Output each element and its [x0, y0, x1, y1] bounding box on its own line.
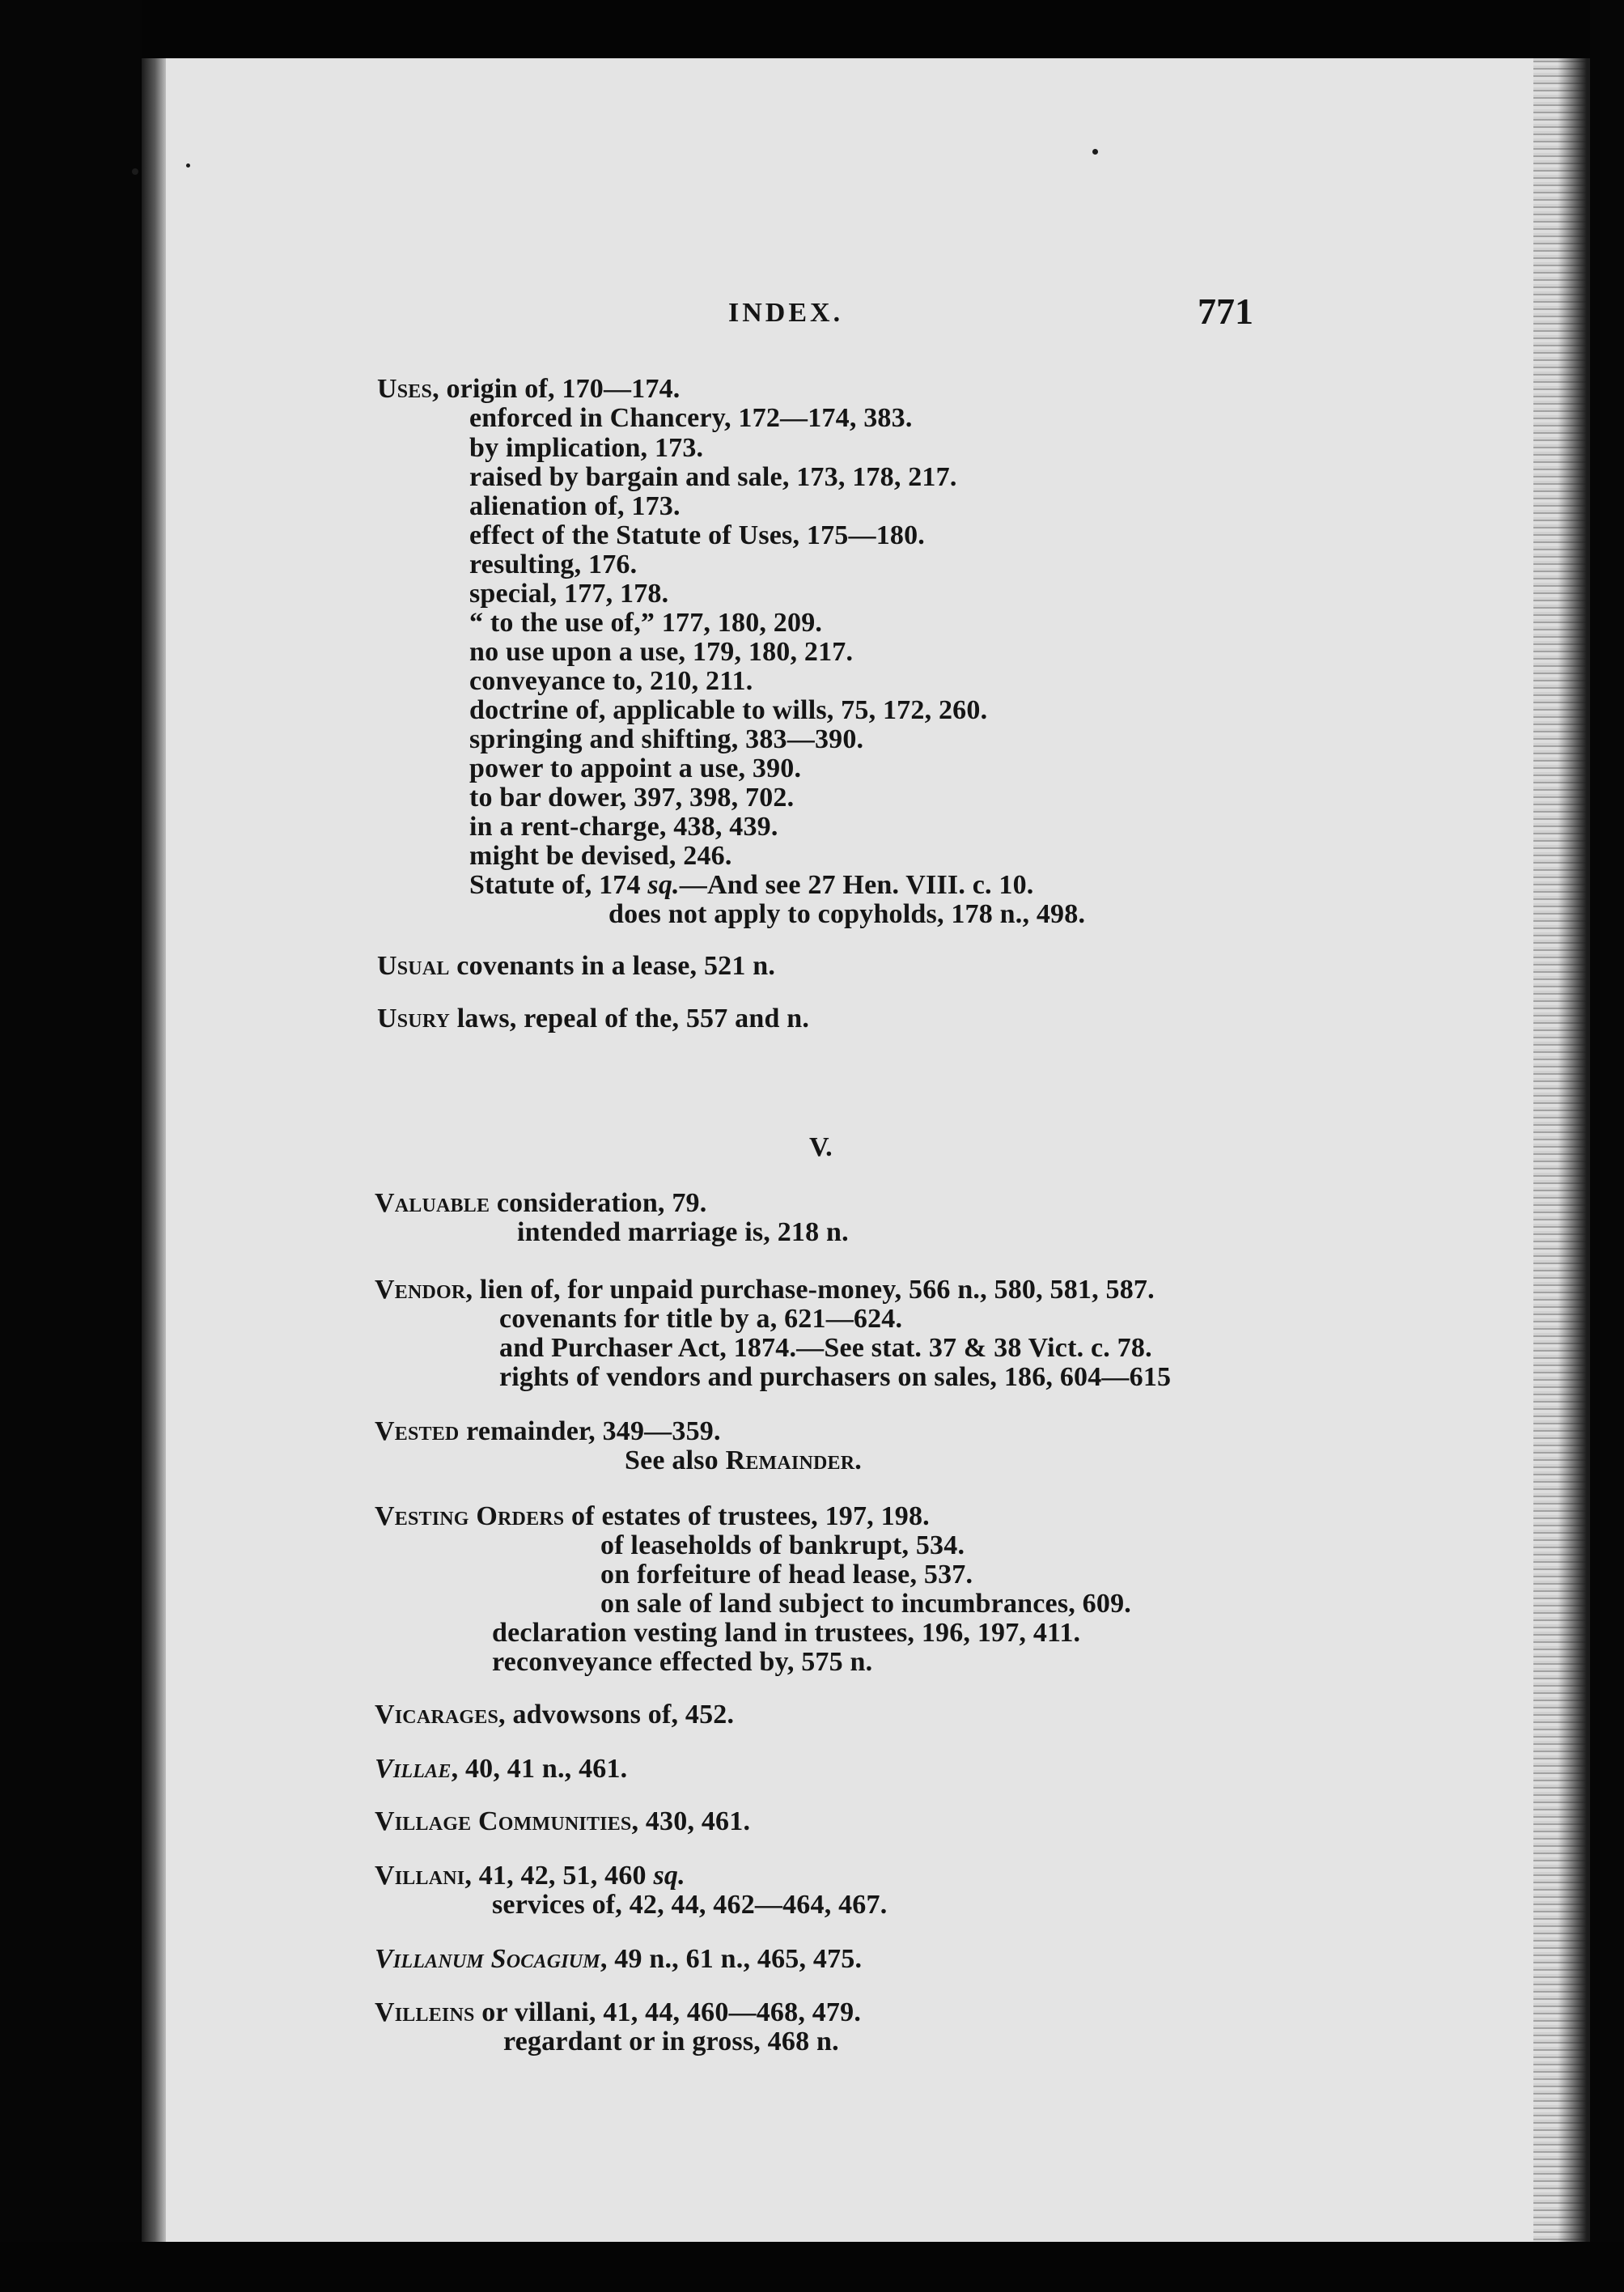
- headword: Villanum Socagium: [375, 1944, 600, 1974]
- subentry: and Purchaser Act, 1874.—See stat. 37 & 38 Vict. c. 78.: [499, 1333, 1152, 1363]
- entry-text: —And see 27 Hen. VIII. c. 10.: [679, 870, 1034, 900]
- headword: Villae: [375, 1754, 452, 1784]
- page-number: 771: [1198, 291, 1253, 332]
- subentry: regardant or in gross, 468 n.: [503, 2027, 839, 2056]
- entry-text-italic: sq.: [653, 1861, 685, 1891]
- headword: Vendor: [375, 1275, 466, 1305]
- index-entry-vendor: [375, 1275, 1155, 1305]
- subentry: services of, 42, 44, 462—464, 467.: [492, 1890, 888, 1920]
- headword: Villeins: [375, 1997, 475, 2027]
- subentry: does not apply to copyholds, 178 n., 498.: [608, 899, 1086, 929]
- scan-border-top: [0, 0, 1624, 58]
- entry-text: consideration, 79.: [490, 1188, 707, 1218]
- scan-border-bottom: [0, 2242, 1624, 2292]
- subentry: alienation of, 173.: [469, 491, 681, 521]
- scan-border-right: [1590, 0, 1624, 2292]
- index-entry-vested: [375, 1416, 721, 1447]
- subentry: on forfeiture of head lease, 537.: [600, 1560, 973, 1590]
- running-head-title: INDEX.: [728, 298, 844, 328]
- index-entry-villani: [375, 1861, 685, 1891]
- cross-reference: Remainder.: [725, 1445, 862, 1475]
- subentry: to bar dower, 397, 398, 702.: [469, 783, 795, 813]
- subentry: [625, 1445, 862, 1476]
- headword: Usual: [377, 951, 450, 981]
- subentry: no use upon a use, 179, 180, 217.: [469, 637, 854, 667]
- subentry: resulting, 176.: [469, 550, 638, 579]
- headword: Uses: [377, 374, 433, 404]
- subentry: intended marriage is, 218 n.: [517, 1217, 849, 1247]
- index-entry-vicarages: [375, 1700, 734, 1730]
- page-binding-left: [142, 58, 166, 2242]
- subentry: covenants for title by a, 621—624.: [499, 1304, 903, 1334]
- subentry: doctrine of, applicable to wills, 75, 172, 260.: [469, 695, 988, 725]
- scan-speck: [186, 163, 190, 168]
- entry-text: laws, repeal of the, 557 and n.: [450, 1004, 810, 1034]
- subentry: on sale of land subject to incumbrances, 609.: [600, 1589, 1131, 1619]
- entry-text: , 40, 41 n., 461.: [451, 1754, 628, 1784]
- book-page: [166, 58, 1590, 2242]
- headword: Village Communities: [375, 1806, 632, 1836]
- headword: Vicarages: [375, 1700, 499, 1730]
- entry-text: See also: [625, 1445, 726, 1475]
- headword: Villani: [375, 1861, 465, 1891]
- index-entry-valuable: [375, 1188, 706, 1219]
- page-edge-shadow: [1558, 58, 1590, 2242]
- entry-text: , 41, 42, 51, 460: [464, 1861, 654, 1891]
- index-entry-village-communities: [375, 1806, 750, 1837]
- index-entry-usual: [377, 951, 775, 982]
- headword: Vested: [375, 1416, 460, 1446]
- subentry: might be devised, 246.: [469, 841, 732, 871]
- index-entry-vesting-orders: [375, 1501, 930, 1532]
- subentry: power to appoint a use, 390.: [469, 753, 802, 783]
- index-entry-villae: [375, 1754, 627, 1785]
- subentry: in a rent-charge, 438, 439.: [469, 812, 778, 842]
- subentry: declaration vesting land in trustees, 196, 197, 411.: [492, 1618, 1081, 1648]
- entry-text: Statute of, 174: [469, 870, 648, 900]
- headword: Valuable: [375, 1188, 490, 1218]
- entry-text: , advowsons of, 452.: [498, 1700, 735, 1730]
- entry-text: , lien of, for unpaid purchase-money, 566 n., 580, 581, 587.: [465, 1275, 1155, 1305]
- entry-text: of estates of trustees, 197, 198.: [564, 1501, 930, 1531]
- running-head: [166, 291, 1590, 338]
- entry-text: or villani, 41, 44, 460—468, 479.: [474, 1997, 862, 2027]
- index-entry-uses: [377, 374, 680, 405]
- subentry: raised by bargain and sale, 173, 178, 217.: [469, 462, 957, 492]
- entry-text-italic: sq.: [647, 870, 680, 900]
- subentry: effect of the Statute of Uses, 175—180.: [469, 520, 925, 550]
- scan-speck: [132, 168, 138, 175]
- entry-text: covenants in a lease, 521 n.: [449, 951, 776, 981]
- headword: Usury: [377, 1004, 451, 1034]
- subentry: by implication, 173.: [469, 433, 704, 463]
- subentry: conveyance to, 210, 211.: [469, 666, 753, 696]
- index-entry-villanum-socagium: [375, 1944, 862, 1975]
- subentry: rights of vendors and purchasers on sales, 186, 604—615: [499, 1362, 1172, 1392]
- subentry: “ to the use of,” 177, 180, 209.: [469, 608, 823, 638]
- entry-text: , origin of, 170—174.: [432, 374, 681, 404]
- index-entry-usury: [377, 1004, 809, 1034]
- entry-text: , 430, 461.: [631, 1806, 751, 1836]
- section-heading-v: V.: [809, 1132, 833, 1162]
- subentry: of leaseholds of bankrupt, 534.: [600, 1530, 965, 1560]
- index-entry-villeins: [375, 1997, 861, 2028]
- headword: Vesting Orders: [375, 1501, 565, 1531]
- subentry: [469, 870, 1034, 901]
- subentry: reconveyance effected by, 575 n.: [492, 1647, 873, 1677]
- subentry: springing and shifting, 383—390.: [469, 724, 864, 754]
- entry-text: , 49 n., 61 n., 465, 475.: [600, 1944, 863, 1974]
- scan-speck: [1092, 149, 1098, 155]
- subentry: enforced in Chancery, 172—174, 383.: [469, 403, 913, 433]
- scan-border-left: [0, 0, 142, 2292]
- entry-text: remainder, 349—359.: [459, 1416, 721, 1446]
- subentry: special, 177, 178.: [469, 579, 669, 609]
